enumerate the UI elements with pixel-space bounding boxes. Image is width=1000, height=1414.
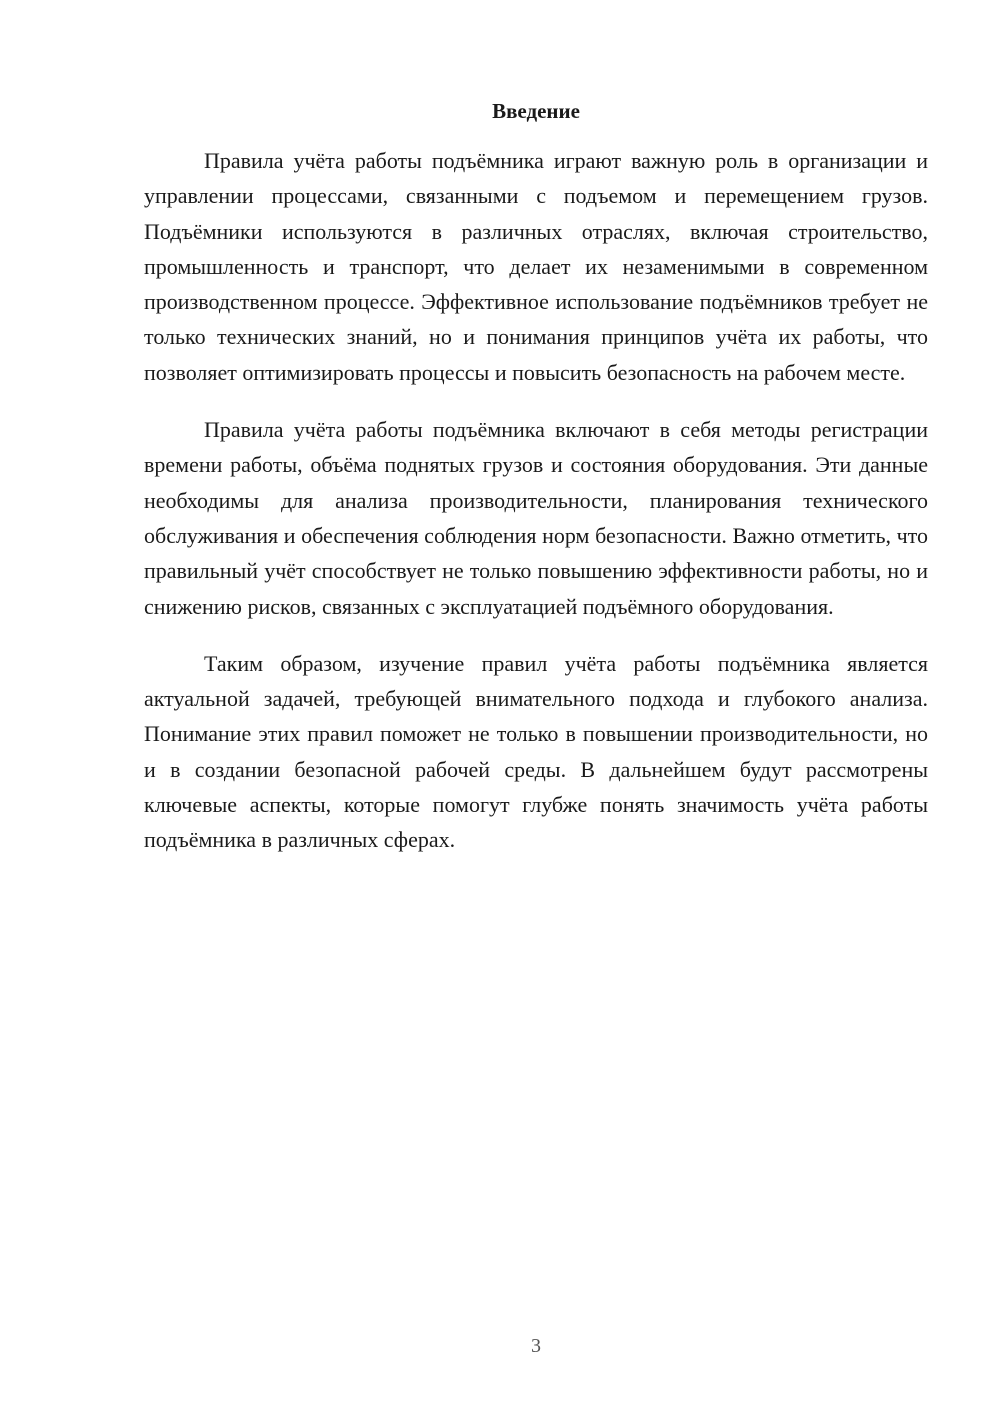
section-heading: Введение	[492, 99, 580, 123]
paragraph-1: Правила учёта работы подъёмника играют важную роль в организации и управлении процессами, связанными с подъемом и перемещением грузов. Подъёмники используются в различных отраслях, включая строительство, промышленность и транспорт, что делает их незаменимыми в современном производственном процессе. Эффективное использование подъёмников требует не только технических знаний, но и понимания принципов учёта их работы, что позволяет оптимизировать процессы и повысить безопасность на рабочем месте.	[144, 148, 928, 385]
paragraph-2: Правила учёта работы подъёмника включают в себя методы регистрации времени работы, объёма поднятых грузов и состояния оборудования. Эти данные необходимы для анализа производительности, планирования технического обслуживания и обеспечения соблюдения норм безопасности. Важно отметить, что правильный учёт способствует не только повышению эффективности работы, но и снижению рисков, связанных с эксплуатацией подъёмного оборудования.	[144, 417, 928, 619]
paragraph-3: Таким образом, изучение правил учёта работы подъёмника является актуальной задачей, требующей внимательного подхода и глубокого анализа. Понимание этих правил поможет не только в повышении производительности, но и в создании безопасной рабочей среды. В дальнейшем будут рассмотрены ключевые аспекты, которые помогут глубже понять значимость учёта работы подъёмника в различных сферах.	[144, 650, 928, 853]
page-number: 3	[531, 1335, 541, 1357]
body-text	[144, 143, 928, 880]
